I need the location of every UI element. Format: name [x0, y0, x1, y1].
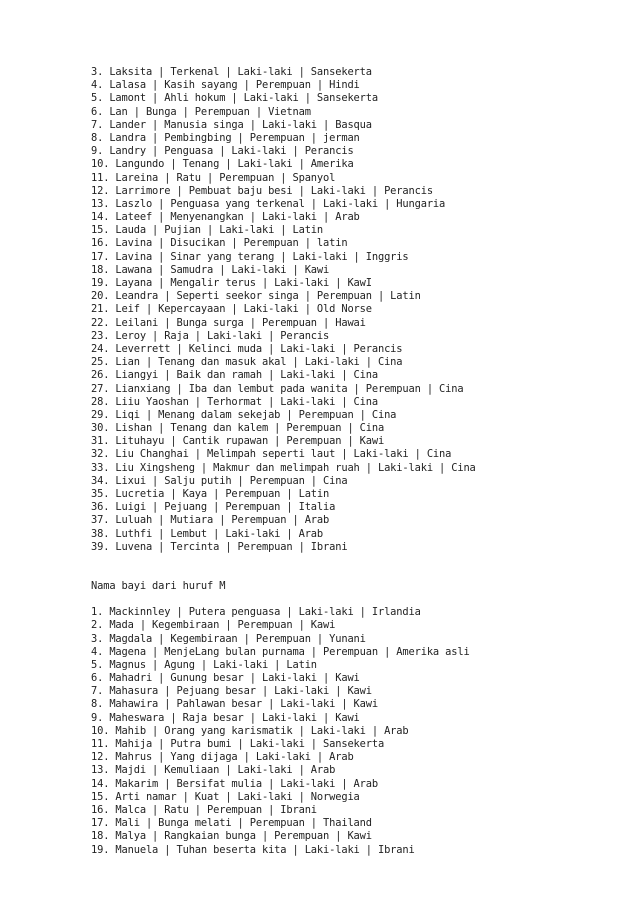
list-item: 23. Leroy | Raja | Laki-laki | Perancis [91, 329, 330, 342]
list-item: 12. Mahrus | Yang dijaga | Laki-laki | Arab [91, 751, 354, 764]
list-item: 15. Lauda | Pujian | Laki-laki | Latin [91, 224, 324, 237]
names-list-l [91, 66, 621, 554]
document-page [91, 66, 621, 857]
list-item: 26. Liangyi | Baik dan ramah | Laki-laki | Cina [91, 369, 378, 382]
list-item: 9. Maheswara | Raja besar | Laki-laki | Kawi [91, 711, 360, 724]
list-item: 10. Mahib | Orang yang karismatik | Laki-laki | Arab [91, 724, 409, 737]
list-item: 13. Laszlo | Penguasa yang terkenal | Laki-laki | Hungaria [91, 197, 446, 210]
spacer [91, 593, 621, 606]
list-item: 18. Lawana | Samudra | Laki-laki | Kawi [91, 263, 330, 276]
list-item: 8. Mahawira | Pahlawan besar | Laki-laki | Kawi [91, 698, 378, 711]
list-item: 5. Magnus | Agung | Laki-laki | Latin [91, 658, 317, 671]
list-item: 11. Lareina | Ratu | Perempuan | Spanyol [91, 171, 336, 184]
list-item: 36. Luigi | Pejuang | Perempuan | Italia [91, 501, 336, 514]
list-item: 4. Lalasa | Kasih sayang | Perempuan | Hindi [91, 79, 360, 92]
list-item: 14. Lateef | Menyenangkan | Laki-laki | Arab [91, 211, 360, 224]
list-item: 3. Magdala | Kegembiraan | Perempuan | Yunani [91, 632, 366, 645]
list-item: 35. Lucretia | Kaya | Perempuan | Latin [91, 488, 330, 500]
list-item: 25. Lian | Tenang dan masuk akal | Laki-laki | Cina [91, 356, 403, 369]
list-item: 39. Luvena | Tercinta | Perempuan | Ibrani [91, 540, 348, 553]
list-item: 22. Leilani | Bunga surga | Perempuan | Hawai [91, 316, 366, 329]
list-item: 13. Majdi | Kemuliaan | Laki-laki | Arab [91, 764, 336, 777]
list-item: 16. Malca | Ratu | Perempuan | Ibrani [91, 803, 317, 816]
list-item: 16. Lavina | Disucikan | Perempuan | latin [91, 237, 348, 250]
list-item: 37. Luluah | Mutiara | Perempuan | Arab [91, 514, 330, 527]
section-heading-m: Nama bayi dari huruf M [91, 579, 226, 592]
list-item: 15. Arti namar | Kuat | Laki-laki | Norwegia [91, 790, 360, 803]
list-item: 17. Lavina | Sinar yang terang | Laki-laki | Inggris [91, 250, 409, 263]
list-item: 1. Mackinnley | Putera penguasa | Laki-laki | Irlandia [91, 606, 421, 619]
list-item: 12. Larrimore | Pembuat baju besi | Laki-laki | Perancis [91, 184, 433, 197]
list-item: 30. Lishan | Tenang dan kalem | Perempuan | Cina [91, 422, 385, 435]
list-item: 33. Liu Xingsheng | Makmur dan melimpah ruah | Laki-laki | Cina [91, 461, 476, 474]
list-item: 38. Luthfi | Lembut | Laki-laki | Arab [91, 527, 324, 540]
list-item: 7. Mahasura | Pejuang besar | Laki-laki | Kawi [91, 685, 372, 698]
list-item: 31. Lituhayu | Cantik rupawan | Perempuan | Kawi [91, 435, 385, 448]
spacer [91, 554, 621, 580]
list-item: 9. Landry | Penguasa | Laki-laki | Perancis [91, 145, 354, 158]
list-item: 2. Mada | Kegembiraan | Perempuan | Kawi [91, 619, 336, 632]
list-item: 21. Leif | Kepercayaan | Laki-laki | Old Norse [91, 303, 372, 316]
list-item: 34. Lixui | Salju putih | Perempuan | Cina [91, 474, 348, 487]
list-item: 29. Liqi | Menang dalam sekejab | Perempuan | Cina [91, 408, 397, 421]
names-list-m [91, 606, 621, 857]
list-item: 19. Manuela | Tuhan beserta kita | Laki-laki | Ibrani [91, 843, 415, 856]
list-item: 11. Mahija | Putra bumi | Laki-laki | Sansekerta [91, 738, 385, 750]
list-item: 32. Liu Changhai | Melimpah seperti laut | Laki-laki | Cina [91, 448, 452, 461]
list-item: 17. Mali | Bunga melati | Perempuan | Thailand [91, 817, 372, 830]
list-item: 6. Mahadri | Gunung besar | Laki-laki | Kawi [91, 672, 360, 685]
list-item: 10. Langundo | Tenang | Laki-laki | Amerika [91, 158, 354, 171]
list-item: 3. Laksita | Terkenal | Laki-laki | Sansekerta [91, 66, 372, 78]
list-item: 5. Lamont | Ahli hokum | Laki-laki | Sansekerta [91, 92, 378, 105]
list-item: 20. Leandra | Seperti seekor singa | Perempuan | Latin [91, 290, 421, 303]
list-item: 6. Lan | Bunga | Perempuan | Vietnam [91, 105, 311, 118]
list-item: 28. Liiu Yaoshan | Terhormat | Laki-laki | Cina [91, 395, 378, 408]
list-item: 18. Malya | Rangkaian bunga | Perempuan | Kawi [91, 830, 372, 843]
list-item: 14. Makarim | Bersifat mulia | Laki-laki | Arab [91, 777, 378, 790]
list-item: 8. Landra | Pembingbing | Perempuan | jerman [91, 131, 360, 144]
list-item: 24. Leverrett | Kelinci muda | Laki-laki | Perancis [91, 342, 403, 355]
list-item: 27. Lianxiang | Iba dan lembut pada wanita | Perempuan | Cina [91, 382, 464, 395]
list-item: 19. Layana | Mengalir terus | Laki-laki | KawI [91, 277, 372, 289]
list-item: 4. Magena | MenjeLang bulan purnama | Perempuan | Amerika asli [91, 645, 470, 658]
list-item: 7. Lander | Manusia singa | Laki-laki | Basqua [91, 118, 372, 131]
